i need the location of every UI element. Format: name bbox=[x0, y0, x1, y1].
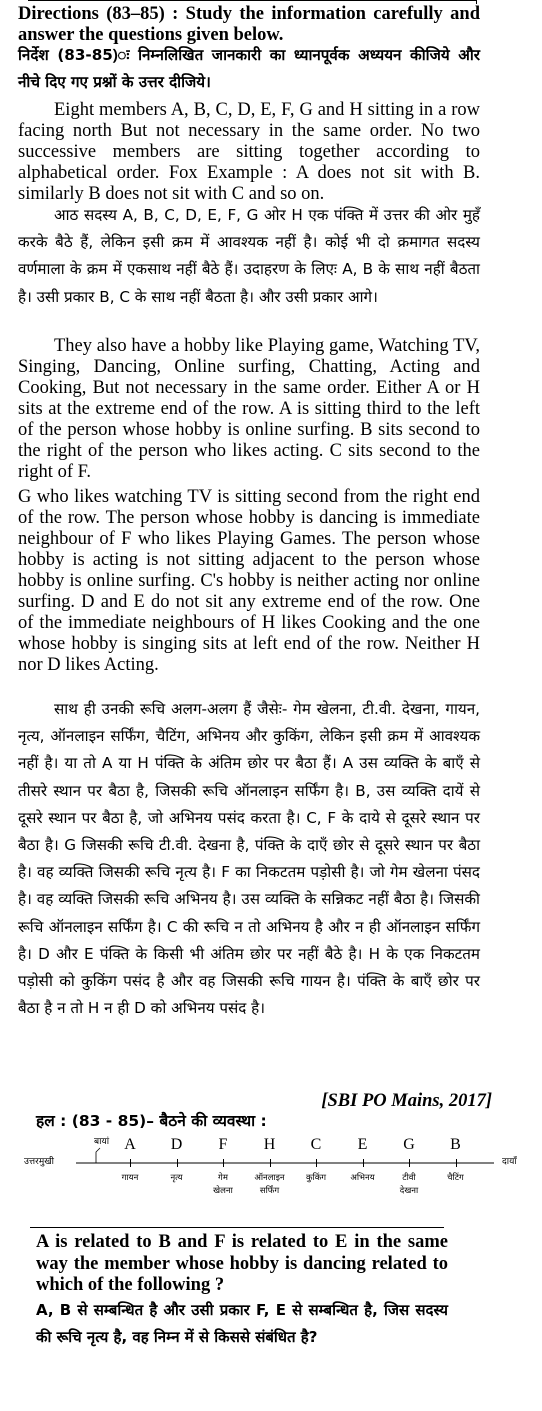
para1-en: Eight members A, B, C, D, E, F, G and H sitting in a row facing north But not necessary in the same order. No two successive members are sitting together according to alphabetical order. Fox Example : A does not sit with B. similarly B does not sit with C and so on. bbox=[18, 100, 480, 204]
facing-label: उत्तरमुखी bbox=[24, 1157, 54, 1167]
seat-letter: C bbox=[310, 1136, 322, 1153]
para1-hi: आठ सदस्य A, B, C, D, E, F, G ओर H एक पंक्ति में उत्तर की ओर मुहँ करके बैठे हैं, लेकिन इसी क्रम में आवश्यक नहीं है। कोई भी दो क्रमागत सदस्य वर्णमाला के क्रम में एकसाथ नहीं बैठे हैं। उदाहरण के लिएः A, B के साथ नहीं बैठता है। उसी प्रकार B, C के साथ नहीं बैठता है। और उसी प्रकार आगे। bbox=[18, 206, 480, 306]
right-label: दायाँ bbox=[502, 1157, 517, 1167]
seat-tick bbox=[223, 1159, 224, 1167]
seat-hobby: चैटिंग bbox=[447, 1173, 464, 1183]
para2-en-b: G who likes watching TV is sitting second from the right end of the row. The person whose hobby is dancing is immediate neighbour of F who likes Playing Games. The person whose hobby is acting is not sitting adjacent to the person whose hobby is online surfing. C's hobby is neither acting nor online surfing. D and E do not sit any extreme end of the row. One of the immediate neighbours of H likes Cooking and the one whose hobby is singing sits at left end of the row. Neither H nor D likes Acting. bbox=[18, 487, 480, 675]
seat-letter: G bbox=[403, 1136, 415, 1153]
citation: [SBI PO Mains, 2017] bbox=[321, 1091, 492, 1111]
seat-hobby: गायन bbox=[121, 1173, 139, 1183]
left-label: बायां bbox=[94, 1137, 110, 1147]
seat-hobby: टीवी देखना bbox=[399, 1173, 419, 1196]
seat-hobby: ऑनलाइन सर्फिंग bbox=[254, 1173, 285, 1196]
seat-hobby: कुकिंग bbox=[305, 1173, 327, 1183]
seat-tick bbox=[177, 1159, 178, 1167]
question-en: A is related to B and F is related to E in the same way the member whose hobby is dancing related to which of the following ? bbox=[36, 1232, 448, 1295]
seat-tick bbox=[409, 1159, 410, 1167]
para2-hi: साथ ही उनकी रूचि अलग-अलग हैं जैसेः- गेम खेलना, टी.वी. देखना, गायन, नृत्य, ऑनलाइन सर्फिंग, चैटिंग, अभिनय और कुकिंग, लेकिन इसी क्रम में आवश्यक नहीं है। या तो A या H पंक्ति के अंतिम छोर पर बैठा हैं। A उस व्यक्ति के बाएँ से तीसरे स्थान पर बैठा है, जिसकी रूचि ऑनलाइन सर्फिंग है। B, उस व्यक्ति दायें से दूसरे स्थान पर बैठा है, जो अभिनय पसंद करता है। C, F के दाये से दूसरे स्थान पर बैठा है। G जिसकी रूचि टी.वी. देखना है, पंक्ति के दाएँ छोर से दूसरे स्थान पर बैठा है। वह व्यक्ति जिसकी रूचि नृत्य है। F का निकटतम पड़ोसी है। जो गेम खेलना पंसद है। वह व्यक्ति जिसकी रूचि अभिनय है। उस व्यक्ति के सन्निकट नहीं बैठा है। जिसकी रूचि ऑनलाइन सर्फिंग है। C की रूचि न तो अभिनय है और न ही ऑनलाइन सर्फिंग है। D और E पंक्ति के किसी भी अंतिम छोर पर नहीं बैठे है। H के एक निकटतम पड़ोसी को कुकिंग पसंद है और वह जिसकी रूचि गायन है। पंक्ति के बाएँ छोर पर बैठा है न तो H न ही D को अभिनय पसंद है। bbox=[18, 700, 480, 1018]
seat-letter: B bbox=[450, 1136, 461, 1153]
seat-hobby: नृत्य bbox=[170, 1173, 183, 1183]
para2-en-a: They also have a hobby like Playing game, Watching TV, Singing, Dancing, Online surfing, Chatting, Acting and Cooking, But not necessary in the same order. Either A or H sits at the extreme end of the row. A is sitting third to the left of the person whose hobby is online surfing. B sits second to the right of the person who likes acting. C sits second to the right of F. bbox=[18, 336, 480, 482]
seat-letter: D bbox=[170, 1136, 183, 1153]
question-hi: A, B से सम्बन्धित है और उसी प्रकार F, E से सम्बन्धित है, जिस सदस्य की रूचि नृत्य है, वह निम्न में से किससे संबंधित है? bbox=[36, 1301, 448, 1346]
seat-tick bbox=[130, 1159, 131, 1167]
seat-letter: E bbox=[357, 1136, 368, 1153]
seating-diagram bbox=[24, 1132, 524, 1202]
directions-hi: निर्देश (83-85)ः निम्नलिखित जानकारी का ध्यानपूर्वक अध्ययन कीजिये और नीचे दिए गए प्रश्नों के उत्तर दीजिये। bbox=[18, 46, 480, 92]
seat-letter: H bbox=[263, 1136, 276, 1153]
solution-heading: हल : (83 - 85)– बैठने की व्यवस्था : bbox=[36, 1112, 267, 1130]
seat-hobby: अभिनय bbox=[350, 1173, 375, 1183]
question-divider bbox=[30, 1227, 444, 1228]
seat-tick bbox=[456, 1159, 457, 1167]
seat-tick bbox=[270, 1159, 271, 1167]
seat-tick bbox=[363, 1159, 364, 1167]
seat-letter: F bbox=[218, 1136, 228, 1153]
seat-tick bbox=[316, 1159, 317, 1167]
seat-letter: A bbox=[124, 1136, 136, 1153]
seat-hobby: गेम खेलना bbox=[213, 1173, 233, 1196]
directions-en: Directions (83–85) : Study the information carefully and answer the questions given below. bbox=[18, 4, 480, 45]
